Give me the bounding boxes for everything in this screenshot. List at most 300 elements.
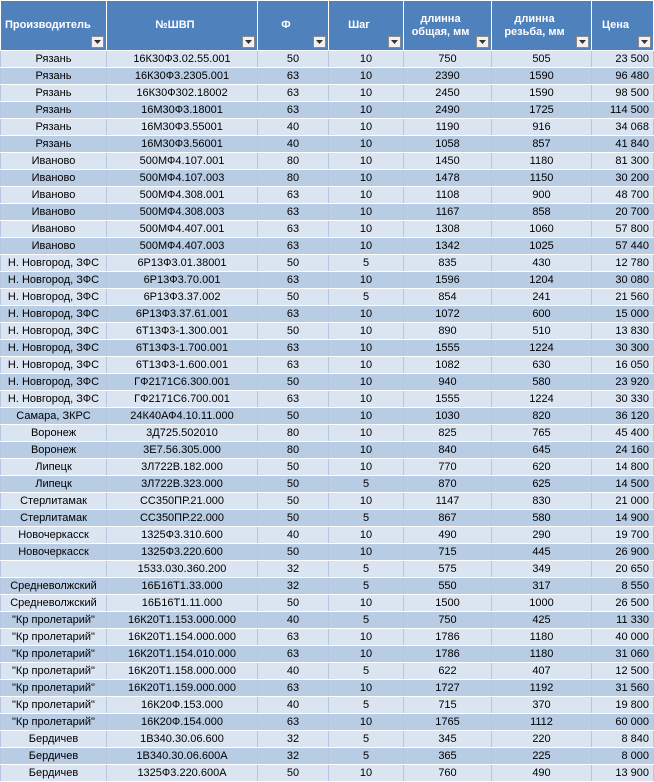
cell-diameter[interactable]: 50 — [258, 289, 329, 306]
cell-total-length[interactable]: 2490 — [404, 102, 492, 119]
cell-price[interactable]: 24 160 — [592, 442, 654, 459]
cell-manufacturer[interactable]: Стерлитамак — [1, 493, 107, 510]
cell-diameter[interactable]: 63 — [258, 714, 329, 731]
cell-price[interactable]: 19 800 — [592, 697, 654, 714]
cell-thread-length[interactable]: 820 — [492, 408, 592, 425]
cell-manufacturer[interactable]: "Кр пролетарий" — [1, 629, 107, 646]
cell-total-length[interactable]: 1190 — [404, 119, 492, 136]
cell-diameter[interactable]: 63 — [258, 187, 329, 204]
cell-total-length[interactable]: 1108 — [404, 187, 492, 204]
cell-pitch[interactable]: 10 — [329, 68, 404, 85]
cell-ballscrew-number[interactable]: 16Б16Т1.33.000 — [107, 578, 258, 595]
cell-ballscrew-number[interactable]: 3Д725.502010 — [107, 425, 258, 442]
cell-manufacturer[interactable]: "Кр пролетарий" — [1, 714, 107, 731]
cell-ballscrew-number[interactable]: 6Т13Ф3-1.700.001 — [107, 340, 258, 357]
cell-thread-length[interactable]: 1060 — [492, 221, 592, 238]
cell-ballscrew-number[interactable]: 16К20Т1.159.000.000 — [107, 680, 258, 697]
filter-dropdown-button[interactable] — [313, 36, 326, 48]
cell-pitch[interactable]: 5 — [329, 561, 404, 578]
cell-diameter[interactable]: 50 — [258, 493, 329, 510]
cell-diameter[interactable]: 50 — [258, 459, 329, 476]
cell-diameter[interactable]: 50 — [258, 408, 329, 425]
cell-price[interactable]: 13 900 — [592, 765, 654, 782]
cell-ballscrew-number[interactable]: 6Р13Ф3.70.001 — [107, 272, 258, 289]
cell-diameter[interactable]: 50 — [258, 510, 329, 527]
cell-ballscrew-number[interactable]: 1533.030.360.200 — [107, 561, 258, 578]
cell-price[interactable]: 40 000 — [592, 629, 654, 646]
filter-dropdown-button[interactable] — [242, 36, 255, 48]
cell-price[interactable]: 14 500 — [592, 476, 654, 493]
cell-manufacturer[interactable]: Иваново — [1, 204, 107, 221]
cell-ballscrew-number[interactable]: 6Р13Ф3.01.38001 — [107, 255, 258, 272]
cell-ballscrew-number[interactable]: 16Б16Т1.11.000 — [107, 595, 258, 612]
cell-price[interactable]: 12 500 — [592, 663, 654, 680]
cell-total-length[interactable]: 1765 — [404, 714, 492, 731]
cell-ballscrew-number[interactable]: 16М30Ф3.56001 — [107, 136, 258, 153]
cell-ballscrew-number[interactable]: 500МФ4.308.001 — [107, 187, 258, 204]
cell-thread-length[interactable]: 1192 — [492, 680, 592, 697]
cell-diameter[interactable]: 40 — [258, 663, 329, 680]
cell-thread-length[interactable]: 580 — [492, 374, 592, 391]
cell-total-length[interactable]: 1082 — [404, 357, 492, 374]
cell-pitch[interactable]: 10 — [329, 714, 404, 731]
cell-diameter[interactable]: 63 — [258, 629, 329, 646]
cell-ballscrew-number[interactable]: ГФ2171С6.300.001 — [107, 374, 258, 391]
cell-manufacturer[interactable]: Н. Новгород, ЗФС — [1, 306, 107, 323]
cell-price[interactable]: 21 000 — [592, 493, 654, 510]
cell-manufacturer[interactable]: Н. Новгород, ЗФС — [1, 272, 107, 289]
cell-total-length[interactable]: 1342 — [404, 238, 492, 255]
cell-manufacturer[interactable]: Н. Новгород, ЗФС — [1, 340, 107, 357]
cell-manufacturer[interactable]: "Кр пролетарий" — [1, 680, 107, 697]
cell-manufacturer[interactable]: Липецк — [1, 476, 107, 493]
cell-thread-length[interactable]: 1180 — [492, 629, 592, 646]
cell-manufacturer[interactable]: Н. Новгород, ЗФС — [1, 289, 107, 306]
cell-thread-length[interactable]: 1725 — [492, 102, 592, 119]
cell-price[interactable]: 26 500 — [592, 595, 654, 612]
cell-ballscrew-number[interactable]: 6Т13Ф3-1.300.001 — [107, 323, 258, 340]
cell-total-length[interactable]: 1072 — [404, 306, 492, 323]
cell-price[interactable]: 96 480 — [592, 68, 654, 85]
cell-ballscrew-number[interactable]: 16К30Ф3.02.55.001 — [107, 51, 258, 68]
cell-total-length[interactable]: 1147 — [404, 493, 492, 510]
cell-ballscrew-number[interactable]: 3Л722В.323.000 — [107, 476, 258, 493]
cell-thread-length[interactable]: 765 — [492, 425, 592, 442]
cell-thread-length[interactable]: 1112 — [492, 714, 592, 731]
cell-price[interactable]: 114 500 — [592, 102, 654, 119]
cell-price[interactable]: 30 200 — [592, 170, 654, 187]
cell-manufacturer[interactable]: Рязань — [1, 85, 107, 102]
cell-total-length[interactable]: 1500 — [404, 595, 492, 612]
cell-manufacturer[interactable]: Н. Новгород, ЗФС — [1, 374, 107, 391]
cell-diameter[interactable]: 63 — [258, 68, 329, 85]
cell-total-length[interactable]: 1786 — [404, 629, 492, 646]
cell-price[interactable]: 11 330 — [592, 612, 654, 629]
cell-ballscrew-number[interactable]: 1325Ф3.310.600 — [107, 527, 258, 544]
cell-total-length[interactable]: 1450 — [404, 153, 492, 170]
cell-total-length[interactable]: 1596 — [404, 272, 492, 289]
cell-price[interactable]: 8 000 — [592, 748, 654, 765]
cell-total-length[interactable]: 835 — [404, 255, 492, 272]
cell-total-length[interactable]: 840 — [404, 442, 492, 459]
cell-thread-length[interactable]: 1180 — [492, 153, 592, 170]
cell-pitch[interactable]: 10 — [329, 374, 404, 391]
cell-thread-length[interactable]: 290 — [492, 527, 592, 544]
cell-manufacturer[interactable]: Н. Новгород, ЗФС — [1, 323, 107, 340]
cell-manufacturer[interactable]: "Кр пролетарий" — [1, 612, 107, 629]
cell-thread-length[interactable]: 349 — [492, 561, 592, 578]
cell-manufacturer[interactable]: Стерлитамак — [1, 510, 107, 527]
cell-thread-length[interactable]: 225 — [492, 748, 592, 765]
cell-total-length[interactable]: 870 — [404, 476, 492, 493]
cell-thread-length[interactable]: 505 — [492, 51, 592, 68]
cell-diameter[interactable]: 80 — [258, 153, 329, 170]
cell-thread-length[interactable]: 625 — [492, 476, 592, 493]
cell-total-length[interactable]: 490 — [404, 527, 492, 544]
cell-manufacturer[interactable]: Рязань — [1, 102, 107, 119]
cell-price[interactable]: 98 500 — [592, 85, 654, 102]
cell-pitch[interactable]: 10 — [329, 323, 404, 340]
cell-thread-length[interactable]: 1180 — [492, 646, 592, 663]
cell-thread-length[interactable]: 830 — [492, 493, 592, 510]
cell-pitch[interactable]: 10 — [329, 680, 404, 697]
cell-price[interactable]: 48 700 — [592, 187, 654, 204]
cell-manufacturer[interactable]: Средневолжский — [1, 578, 107, 595]
cell-pitch[interactable]: 5 — [329, 697, 404, 714]
cell-manufacturer[interactable]: Иваново — [1, 238, 107, 255]
cell-thread-length[interactable]: 630 — [492, 357, 592, 374]
cell-thread-length[interactable]: 317 — [492, 578, 592, 595]
cell-total-length[interactable]: 825 — [404, 425, 492, 442]
cell-ballscrew-number[interactable]: 500МФ4.107.003 — [107, 170, 258, 187]
cell-diameter[interactable]: 63 — [258, 340, 329, 357]
cell-pitch[interactable]: 5 — [329, 612, 404, 629]
cell-diameter[interactable]: 50 — [258, 765, 329, 782]
cell-pitch[interactable]: 5 — [329, 578, 404, 595]
cell-ballscrew-number[interactable]: 24К40АФ4.10.11.000 — [107, 408, 258, 425]
cell-ballscrew-number[interactable]: 16М30Ф3.18001 — [107, 102, 258, 119]
cell-pitch[interactable]: 10 — [329, 51, 404, 68]
cell-diameter[interactable]: 50 — [258, 255, 329, 272]
cell-diameter[interactable]: 40 — [258, 612, 329, 629]
cell-diameter[interactable]: 40 — [258, 136, 329, 153]
cell-pitch[interactable]: 10 — [329, 493, 404, 510]
cell-total-length[interactable]: 2450 — [404, 85, 492, 102]
cell-total-length[interactable]: 1478 — [404, 170, 492, 187]
cell-manufacturer[interactable]: Новочеркасск — [1, 544, 107, 561]
cell-total-length[interactable]: 770 — [404, 459, 492, 476]
cell-manufacturer[interactable]: "Кр пролетарий" — [1, 646, 107, 663]
cell-pitch[interactable]: 10 — [329, 629, 404, 646]
cell-ballscrew-number[interactable]: 6Т13Ф3-1.600.001 — [107, 357, 258, 374]
cell-ballscrew-number[interactable]: 16К20Ф.153.000 — [107, 697, 258, 714]
cell-manufacturer[interactable]: Иваново — [1, 170, 107, 187]
cell-diameter[interactable]: 50 — [258, 595, 329, 612]
cell-total-length[interactable]: 854 — [404, 289, 492, 306]
cell-manufacturer[interactable]: Рязань — [1, 119, 107, 136]
cell-ballscrew-number[interactable]: 500МФ4.407.003 — [107, 238, 258, 255]
cell-thread-length[interactable]: 445 — [492, 544, 592, 561]
cell-ballscrew-number[interactable]: 1В340.30.06.600 — [107, 731, 258, 748]
cell-price[interactable]: 31 560 — [592, 680, 654, 697]
cell-pitch[interactable]: 10 — [329, 459, 404, 476]
cell-total-length[interactable]: 2390 — [404, 68, 492, 85]
cell-ballscrew-number[interactable]: 16К20Т1.154.000.000 — [107, 629, 258, 646]
cell-ballscrew-number[interactable]: 6Р13Ф3.37.61.001 — [107, 306, 258, 323]
cell-diameter[interactable]: 40 — [258, 697, 329, 714]
cell-diameter[interactable]: 32 — [258, 578, 329, 595]
cell-thread-length[interactable]: 510 — [492, 323, 592, 340]
cell-price[interactable]: 14 800 — [592, 459, 654, 476]
cell-thread-length[interactable]: 220 — [492, 731, 592, 748]
cell-total-length[interactable]: 1058 — [404, 136, 492, 153]
cell-manufacturer[interactable]: Рязань — [1, 68, 107, 85]
cell-manufacturer[interactable]: Н. Новгород, ЗФС — [1, 357, 107, 374]
cell-pitch[interactable]: 10 — [329, 391, 404, 408]
cell-pitch[interactable]: 10 — [329, 136, 404, 153]
cell-thread-length[interactable]: 858 — [492, 204, 592, 221]
cell-diameter[interactable]: 50 — [258, 374, 329, 391]
cell-ballscrew-number[interactable]: 1325Ф3.220.600А — [107, 765, 258, 782]
cell-total-length[interactable]: 365 — [404, 748, 492, 765]
cell-total-length[interactable]: 1555 — [404, 340, 492, 357]
cell-diameter[interactable]: 63 — [258, 306, 329, 323]
cell-price[interactable]: 41 840 — [592, 136, 654, 153]
cell-manufacturer[interactable]: Липецк — [1, 459, 107, 476]
cell-thread-length[interactable]: 1150 — [492, 170, 592, 187]
cell-total-length[interactable]: 575 — [404, 561, 492, 578]
cell-diameter[interactable]: 63 — [258, 204, 329, 221]
cell-price[interactable]: 15 000 — [592, 306, 654, 323]
cell-diameter[interactable]: 50 — [258, 476, 329, 493]
cell-price[interactable]: 30 330 — [592, 391, 654, 408]
cell-total-length[interactable]: 760 — [404, 765, 492, 782]
cell-thread-length[interactable]: 370 — [492, 697, 592, 714]
cell-ballscrew-number[interactable]: 3Л722В.182.000 — [107, 459, 258, 476]
cell-pitch[interactable]: 10 — [329, 119, 404, 136]
cell-price[interactable]: 16 050 — [592, 357, 654, 374]
cell-price[interactable]: 57 440 — [592, 238, 654, 255]
cell-ballscrew-number[interactable]: 3Е7.56.305.000 — [107, 442, 258, 459]
cell-thread-length[interactable]: 430 — [492, 255, 592, 272]
cell-manufacturer[interactable]: Воронеж — [1, 442, 107, 459]
cell-diameter[interactable]: 40 — [258, 527, 329, 544]
filter-dropdown-button[interactable] — [576, 36, 589, 48]
cell-manufacturer[interactable]: Рязань — [1, 136, 107, 153]
cell-price[interactable]: 36 120 — [592, 408, 654, 425]
cell-manufacturer[interactable] — [1, 561, 107, 578]
cell-diameter[interactable]: 63 — [258, 102, 329, 119]
cell-ballscrew-number[interactable]: 6Р13Ф3.37.002 — [107, 289, 258, 306]
cell-price[interactable]: 8 840 — [592, 731, 654, 748]
cell-pitch[interactable]: 10 — [329, 221, 404, 238]
cell-manufacturer[interactable]: Бердичев — [1, 765, 107, 782]
cell-thread-length[interactable]: 407 — [492, 663, 592, 680]
cell-price[interactable]: 20 650 — [592, 561, 654, 578]
cell-pitch[interactable]: 10 — [329, 306, 404, 323]
cell-thread-length[interactable]: 916 — [492, 119, 592, 136]
cell-total-length[interactable]: 622 — [404, 663, 492, 680]
cell-ballscrew-number[interactable]: 16К20Ф.154.000 — [107, 714, 258, 731]
cell-total-length[interactable]: 550 — [404, 578, 492, 595]
cell-manufacturer[interactable]: Иваново — [1, 221, 107, 238]
cell-total-length[interactable]: 940 — [404, 374, 492, 391]
cell-pitch[interactable]: 5 — [329, 510, 404, 527]
cell-diameter[interactable]: 63 — [258, 272, 329, 289]
cell-manufacturer[interactable]: "Кр пролетарий" — [1, 663, 107, 680]
cell-price[interactable]: 13 830 — [592, 323, 654, 340]
cell-manufacturer[interactable]: Воронеж — [1, 425, 107, 442]
cell-ballscrew-number[interactable]: 500МФ4.308.003 — [107, 204, 258, 221]
cell-total-length[interactable]: 345 — [404, 731, 492, 748]
cell-price[interactable]: 23 500 — [592, 51, 654, 68]
cell-ballscrew-number[interactable]: 16К20Т1.154.010.000 — [107, 646, 258, 663]
cell-price[interactable]: 60 000 — [592, 714, 654, 731]
cell-price[interactable]: 31 060 — [592, 646, 654, 663]
cell-diameter[interactable]: 32 — [258, 731, 329, 748]
cell-ballscrew-number[interactable]: 500МФ4.407.001 — [107, 221, 258, 238]
cell-total-length[interactable]: 1308 — [404, 221, 492, 238]
cell-diameter[interactable]: 80 — [258, 442, 329, 459]
cell-price[interactable]: 34 068 — [592, 119, 654, 136]
cell-thread-length[interactable]: 1590 — [492, 68, 592, 85]
cell-ballscrew-number[interactable]: 500МФ4.107.001 — [107, 153, 258, 170]
cell-thread-length[interactable]: 490 — [492, 765, 592, 782]
cell-pitch[interactable]: 10 — [329, 544, 404, 561]
filter-dropdown-button[interactable] — [91, 36, 104, 48]
cell-price[interactable]: 14 900 — [592, 510, 654, 527]
cell-manufacturer[interactable]: Н. Новгород, ЗФС — [1, 391, 107, 408]
cell-pitch[interactable]: 10 — [329, 102, 404, 119]
cell-pitch[interactable]: 10 — [329, 408, 404, 425]
cell-diameter[interactable]: 50 — [258, 323, 329, 340]
cell-thread-length[interactable]: 620 — [492, 459, 592, 476]
cell-diameter[interactable]: 63 — [258, 221, 329, 238]
cell-manufacturer[interactable]: Средневолжский — [1, 595, 107, 612]
cell-pitch[interactable]: 5 — [329, 663, 404, 680]
cell-manufacturer[interactable]: Бердичев — [1, 748, 107, 765]
cell-total-length[interactable]: 750 — [404, 612, 492, 629]
cell-thread-length[interactable]: 645 — [492, 442, 592, 459]
cell-price[interactable]: 20 700 — [592, 204, 654, 221]
cell-pitch[interactable]: 10 — [329, 765, 404, 782]
cell-diameter[interactable]: 32 — [258, 748, 329, 765]
cell-ballscrew-number[interactable]: 16М30Ф3.55001 — [107, 119, 258, 136]
cell-diameter[interactable]: 32 — [258, 561, 329, 578]
cell-pitch[interactable]: 10 — [329, 357, 404, 374]
cell-thread-length[interactable]: 857 — [492, 136, 592, 153]
filter-dropdown-button[interactable] — [476, 36, 489, 48]
cell-price[interactable]: 23 920 — [592, 374, 654, 391]
cell-ballscrew-number[interactable]: 1В340.30.06.600А — [107, 748, 258, 765]
cell-diameter[interactable]: 80 — [258, 425, 329, 442]
cell-pitch[interactable]: 10 — [329, 85, 404, 102]
cell-pitch[interactable]: 5 — [329, 476, 404, 493]
cell-total-length[interactable]: 715 — [404, 697, 492, 714]
cell-pitch[interactable]: 5 — [329, 731, 404, 748]
cell-pitch[interactable]: 10 — [329, 527, 404, 544]
cell-total-length[interactable]: 1030 — [404, 408, 492, 425]
cell-pitch[interactable]: 5 — [329, 255, 404, 272]
cell-ballscrew-number[interactable]: 16К30Ф3.2305.001 — [107, 68, 258, 85]
cell-thread-length[interactable]: 425 — [492, 612, 592, 629]
cell-diameter[interactable]: 63 — [258, 391, 329, 408]
cell-diameter[interactable]: 63 — [258, 357, 329, 374]
cell-thread-length[interactable]: 1000 — [492, 595, 592, 612]
cell-pitch[interactable]: 10 — [329, 204, 404, 221]
cell-diameter[interactable]: 50 — [258, 544, 329, 561]
cell-pitch[interactable]: 10 — [329, 187, 404, 204]
cell-manufacturer[interactable]: Иваново — [1, 153, 107, 170]
cell-price[interactable]: 57 800 — [592, 221, 654, 238]
cell-price[interactable]: 26 900 — [592, 544, 654, 561]
cell-price[interactable]: 21 560 — [592, 289, 654, 306]
cell-total-length[interactable]: 715 — [404, 544, 492, 561]
cell-total-length[interactable]: 1786 — [404, 646, 492, 663]
cell-total-length[interactable]: 1555 — [404, 391, 492, 408]
filter-dropdown-button[interactable] — [388, 36, 401, 48]
cell-ballscrew-number[interactable]: СС350ПР.22.000 — [107, 510, 258, 527]
cell-thread-length[interactable]: 1224 — [492, 340, 592, 357]
cell-ballscrew-number[interactable]: СС350ПР.21.000 — [107, 493, 258, 510]
cell-ballscrew-number[interactable]: 1325Ф3.220.600 — [107, 544, 258, 561]
cell-manufacturer[interactable]: Самара, ЗКРС — [1, 408, 107, 425]
cell-thread-length[interactable]: 1204 — [492, 272, 592, 289]
cell-diameter[interactable]: 63 — [258, 646, 329, 663]
cell-diameter[interactable]: 50 — [258, 51, 329, 68]
cell-thread-length[interactable]: 600 — [492, 306, 592, 323]
cell-total-length[interactable]: 750 — [404, 51, 492, 68]
cell-pitch[interactable]: 10 — [329, 442, 404, 459]
cell-diameter[interactable]: 40 — [258, 119, 329, 136]
cell-manufacturer[interactable]: "Кр пролетарий" — [1, 697, 107, 714]
cell-total-length[interactable]: 890 — [404, 323, 492, 340]
cell-total-length[interactable]: 1727 — [404, 680, 492, 697]
cell-manufacturer[interactable]: Иваново — [1, 187, 107, 204]
cell-pitch[interactable]: 10 — [329, 238, 404, 255]
cell-thread-length[interactable]: 900 — [492, 187, 592, 204]
cell-pitch[interactable]: 10 — [329, 425, 404, 442]
cell-pitch[interactable]: 5 — [329, 748, 404, 765]
cell-total-length[interactable]: 867 — [404, 510, 492, 527]
cell-manufacturer[interactable]: Рязань — [1, 51, 107, 68]
cell-thread-length[interactable]: 1224 — [492, 391, 592, 408]
cell-ballscrew-number[interactable]: ГФ2171С6.700.001 — [107, 391, 258, 408]
cell-diameter[interactable]: 63 — [258, 85, 329, 102]
cell-price[interactable]: 19 700 — [592, 527, 654, 544]
cell-pitch[interactable]: 5 — [329, 289, 404, 306]
cell-thread-length[interactable]: 580 — [492, 510, 592, 527]
cell-thread-length[interactable]: 241 — [492, 289, 592, 306]
cell-pitch[interactable]: 10 — [329, 646, 404, 663]
cell-pitch[interactable]: 10 — [329, 595, 404, 612]
cell-price[interactable]: 45 400 — [592, 425, 654, 442]
cell-ballscrew-number[interactable]: 16К20Т1.153.000.000 — [107, 612, 258, 629]
cell-thread-length[interactable]: 1025 — [492, 238, 592, 255]
cell-total-length[interactable]: 1167 — [404, 204, 492, 221]
cell-pitch[interactable]: 10 — [329, 272, 404, 289]
cell-manufacturer[interactable]: Н. Новгород, ЗФС — [1, 255, 107, 272]
cell-pitch[interactable]: 10 — [329, 153, 404, 170]
cell-pitch[interactable]: 10 — [329, 170, 404, 187]
cell-price[interactable]: 30 300 — [592, 340, 654, 357]
cell-diameter[interactable]: 80 — [258, 170, 329, 187]
cell-manufacturer[interactable]: Новочеркасск — [1, 527, 107, 544]
cell-price[interactable]: 81 300 — [592, 153, 654, 170]
cell-diameter[interactable]: 63 — [258, 680, 329, 697]
filter-dropdown-button[interactable] — [638, 36, 651, 48]
cell-price[interactable]: 12 780 — [592, 255, 654, 272]
